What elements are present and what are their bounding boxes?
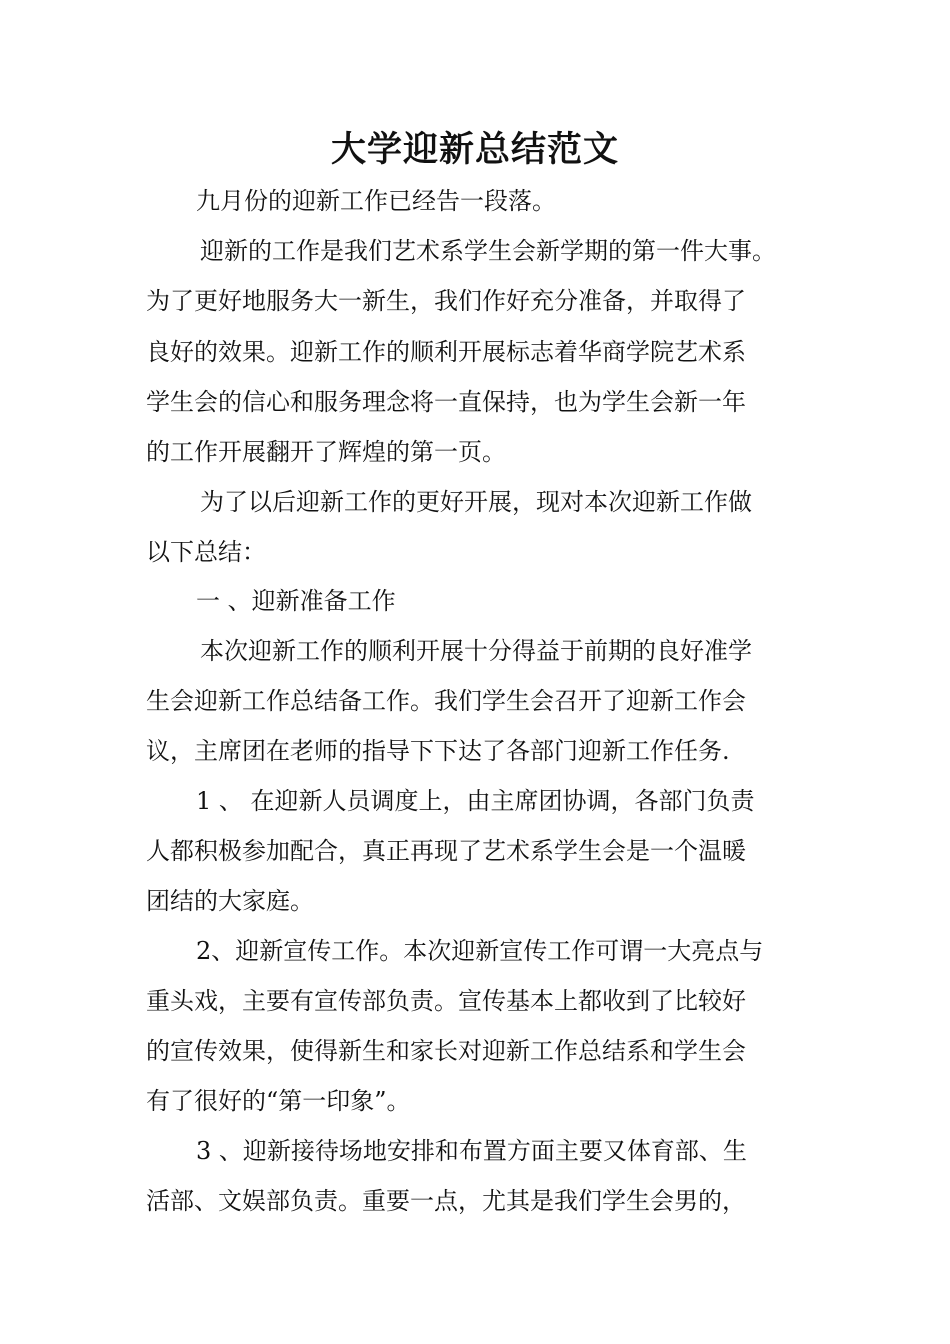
paragraph-line: 的宣传效果，使得新生和家长对迎新工作总结系和学生会 xyxy=(146,1037,746,1065)
paragraph-line: 活部、文娱部负责。重要一点，尤其是我们学生会男的， xyxy=(146,1187,746,1215)
document-title: 大学迎新总结范文 xyxy=(330,130,619,170)
list-item-line: 1 、 在迎新人员调度上，由主席团协调，各部门负责 xyxy=(196,787,755,815)
paragraph-line: 本次迎新工作的顺利开展十分得益于前期的良好准学 xyxy=(200,637,752,665)
paragraph-line: 团结的大家庭。 xyxy=(146,887,314,915)
paragraph-line: 有了很好的“第一印象”。 xyxy=(146,1087,411,1115)
paragraph-line: 为了更好地服务大一新生，我们作好充分准备，并取得了 xyxy=(146,287,746,315)
paragraph-line: 良好的效果。迎新工作的顺利开展标志着华商学院艺术系 xyxy=(146,338,746,366)
paragraph-line: 议，主席团在老师的指导下下达了各部门迎新工作任务. xyxy=(146,737,730,765)
paragraph-line: 重头戏，主要有宣传部负责。宣传基本上都收到了比较好 xyxy=(146,987,746,1015)
paragraph-line: 生会迎新工作总结备工作。我们学生会召开了迎新工作会 xyxy=(146,687,746,715)
paragraph-line: 以下总结： xyxy=(146,538,266,566)
list-item-line: 2、迎新宣传工作。本次迎新宣传工作可谓一大亮点与 xyxy=(196,937,764,965)
section-heading: 一 、迎新准备工作 xyxy=(196,587,396,615)
paragraph-line: 为了以后迎新工作的更好开展，现对本次迎新工作做 xyxy=(200,488,752,516)
paragraph-line: 九月份的迎新工作已经告一段落。 xyxy=(196,187,556,215)
paragraph-line: 学生会的信心和服务理念将一直保持，也为学生会新一年 xyxy=(146,388,746,416)
paragraph-line: 迎新的工作是我们艺术系学生会新学期的第一件大事。 xyxy=(200,237,776,265)
paragraph-line: 的工作开展翻开了辉煌的第一页。 xyxy=(146,438,506,466)
list-item-line: 3 、迎新接待场地安排和布置方面主要又体育部、生 xyxy=(196,1137,747,1165)
paragraph-line: 人都积极参加配合，真正再现了艺术系学生会是一个温暖 xyxy=(146,837,746,865)
